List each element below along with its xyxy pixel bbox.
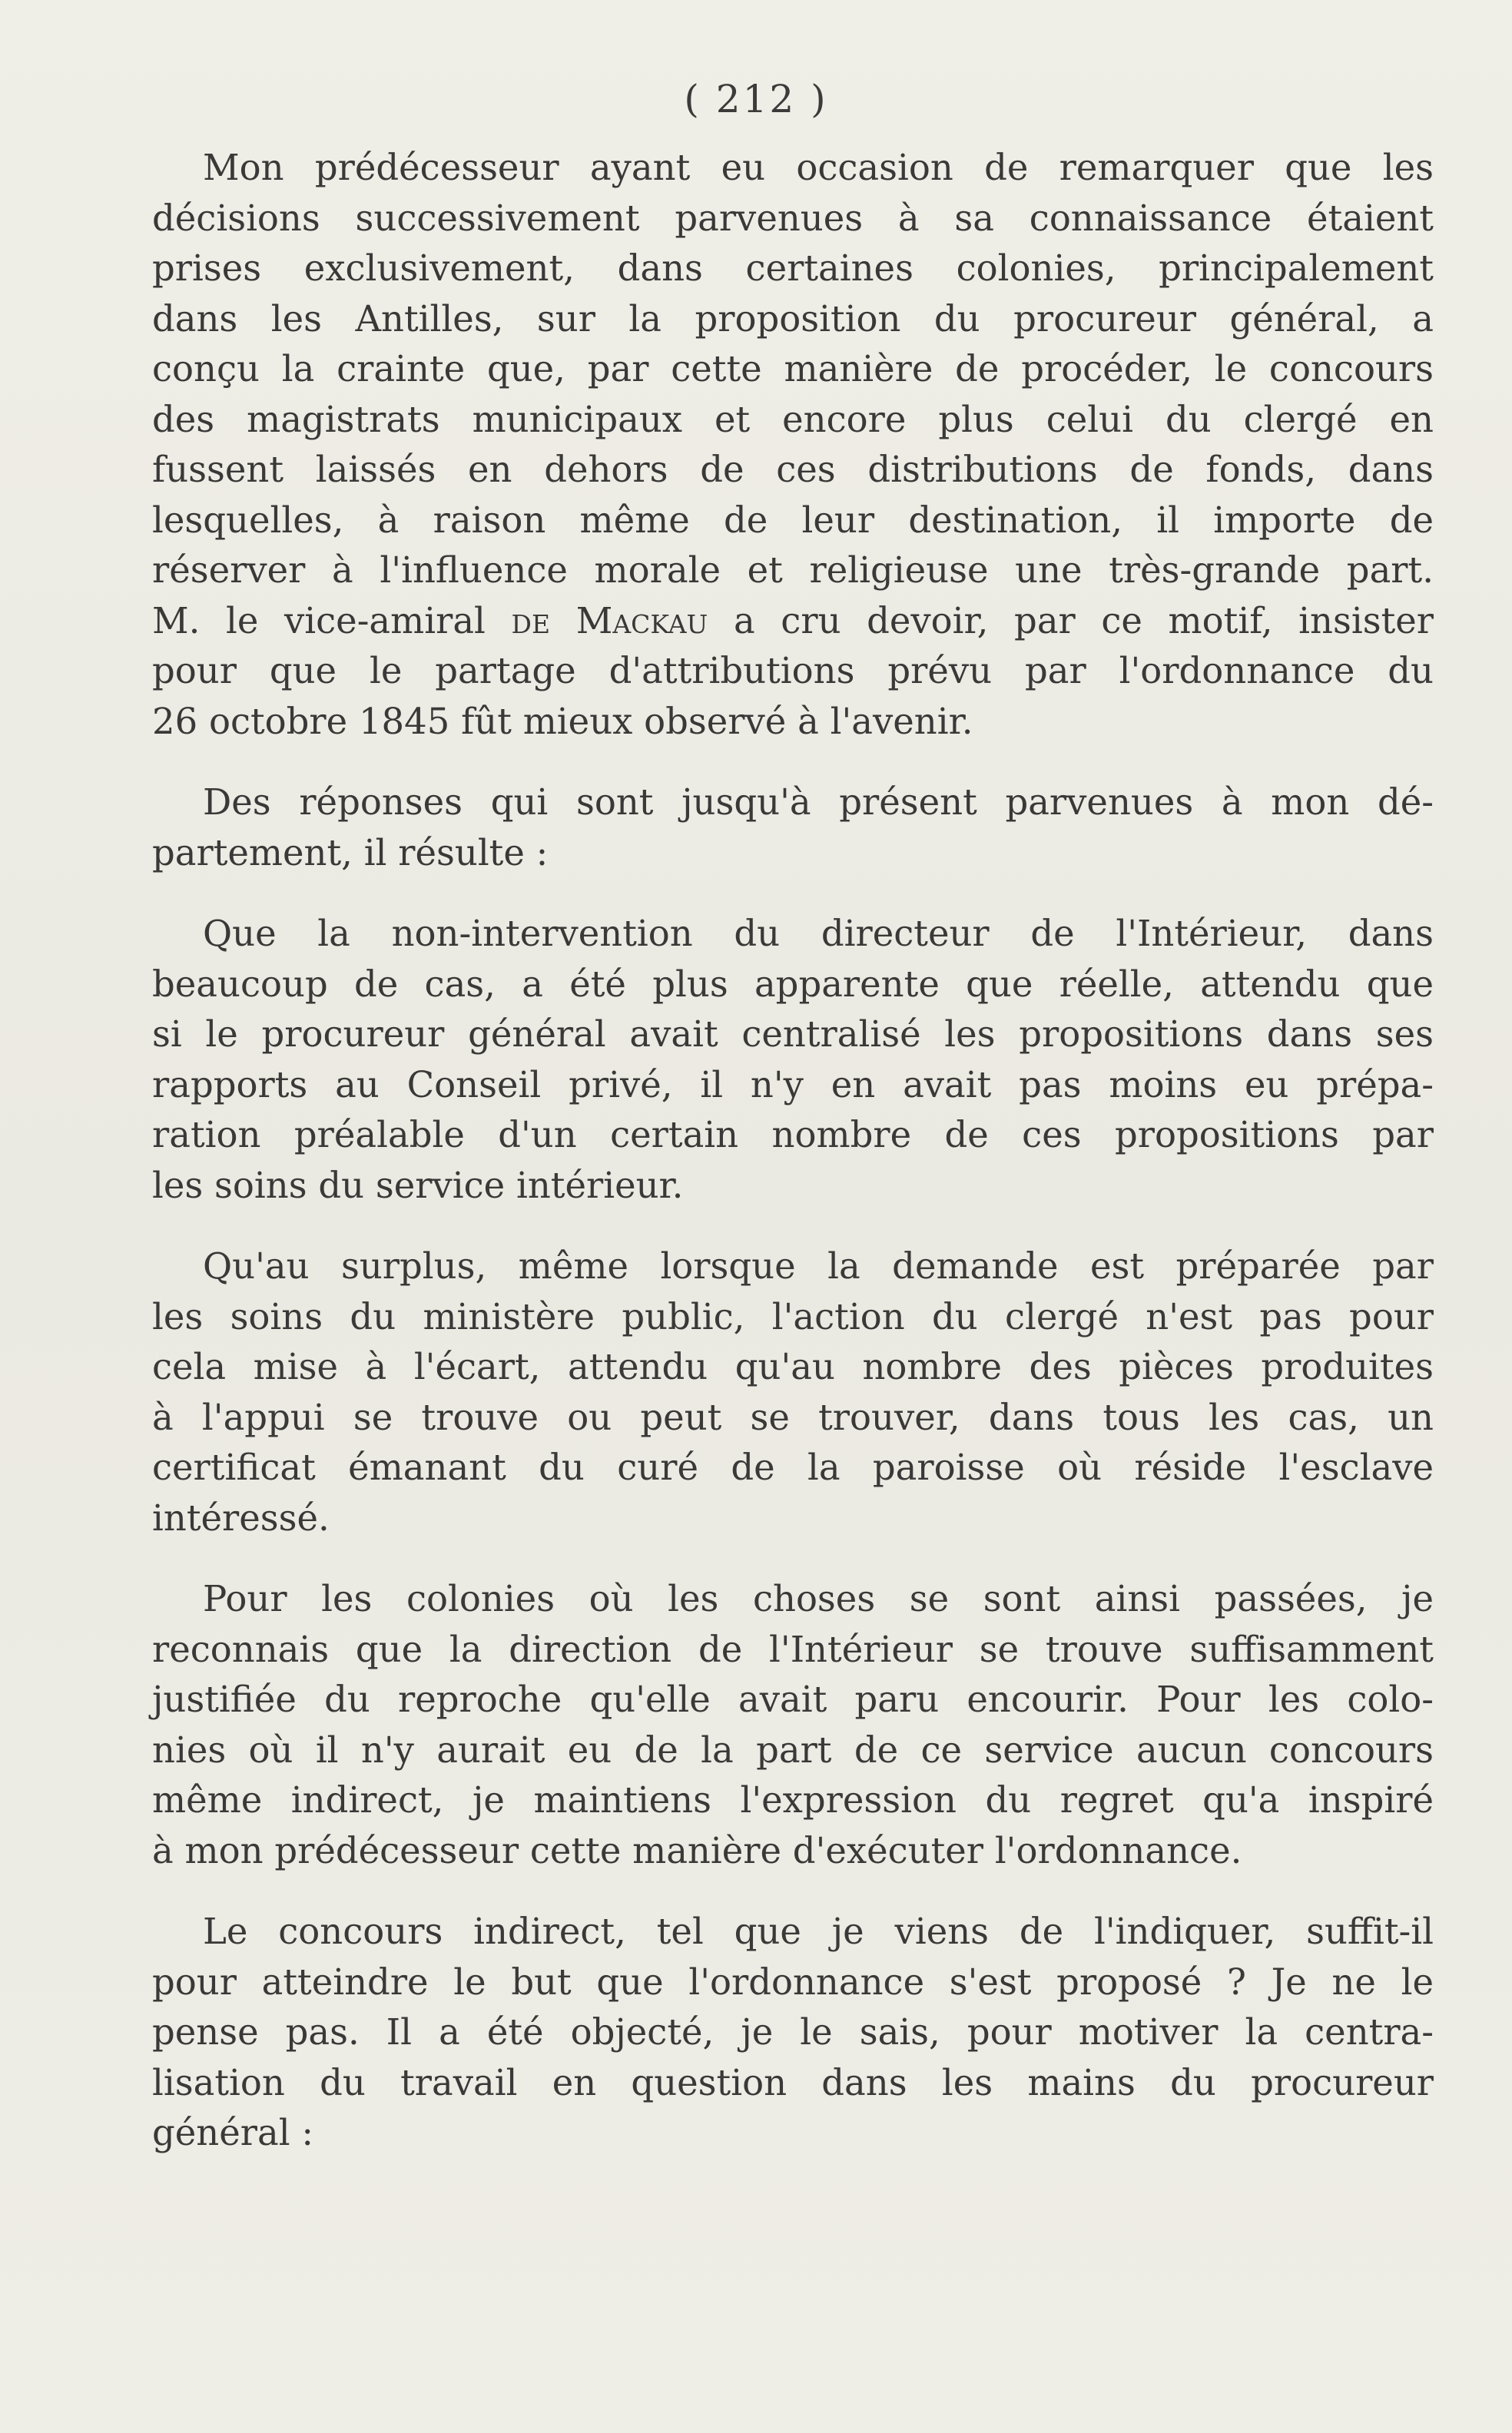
text-line: justifiée du reproche qu'elle avait paru encourir. Pour les colo- <box>152 1679 1434 1720</box>
text-line: partement, il résulte : <box>152 831 549 873</box>
text-line: pour atteindre le but que l'ordonnance s'est proposé ? Je ne le <box>152 1961 1434 2003</box>
text-line: beaucoup de cas, a été plus apparente que réelle, attendu que <box>152 963 1434 1005</box>
text-line: conçu la crainte que, par cette manière de procéder, le concours <box>152 348 1434 389</box>
paragraph <box>152 143 1434 747</box>
text-line: cela mise à l'écart, attendu qu'au nombre des pièces produites <box>152 1346 1434 1387</box>
text-line: les soins du service intérieur. <box>152 1164 684 1206</box>
text-line: prises exclusivement, dans certaines colonies, principalement <box>152 247 1434 289</box>
text-run: M. le vice-amiral <box>152 599 512 641</box>
text-line <box>152 596 1434 647</box>
text-line: Mon prédécesseur ayant eu occasion de remarquer que les <box>203 147 1434 188</box>
text-line: Le concours indirect, tel que je viens de l'indiquer, suffit-il <box>203 1911 1434 1952</box>
text-line: à mon prédécesseur cette manière d'exécuter l'ordonnance. <box>152 1829 1242 1871</box>
person-name: de Mackau <box>511 599 708 641</box>
text-line: décisions successivement parvenues à sa connaissance étaient <box>152 197 1434 239</box>
text-line: fussent laissés en dehors de ces distributions de fonds, dans <box>152 449 1434 490</box>
text-line: rapports au Conseil privé, il n'y en avait pas moins eu prépa- <box>152 1063 1434 1105</box>
text-line: réserver à l'influence morale et religieuse une très-grande part. <box>152 549 1434 591</box>
text-run: a cru devoir, par ce motif, insister <box>708 599 1434 641</box>
text-line: pense pas. Il a été objecté, je le sais, pour motiver la centra- <box>152 2011 1434 2053</box>
text-line: ration préalable d'un certain nombre de ces propositions par <box>152 1114 1434 1155</box>
text-line: lisation du travail en question dans les mains du procureur <box>152 2061 1434 2103</box>
text-line: à l'appui se trouve ou peut se trouver, dans tous les cas, un <box>152 1396 1434 1438</box>
text-line: Que la non-intervention du directeur de l'Intérieur, dans <box>203 913 1434 954</box>
text-line: dans les Antilles, sur la proposition du procureur général, a <box>152 297 1434 340</box>
text-line: certificat émanant du curé de la paroisse où réside l'esclave <box>152 1447 1434 1488</box>
paragraph <box>152 1907 1434 2159</box>
text-line: Pour les colonies où les choses se sont ainsi passées, je <box>203 1578 1434 1619</box>
text-line: lesquelles, à raison même de leur destination, il importe de <box>152 499 1434 541</box>
paragraph <box>152 1241 1434 1543</box>
text-line: Qu'au surplus, même lorsque la demande est préparée par <box>203 1245 1434 1287</box>
text-line: même indirect, je maintiens l'expression du regret qu'a inspiré <box>152 1779 1434 1821</box>
text-line: les soins du ministère public, l'action du clergé n'est pas pour <box>152 1295 1434 1337</box>
text-line: pour que le partage d'attributions prévu par l'ordonnance du <box>152 650 1434 691</box>
text-line: Des réponses qui sont jusqu'à présent parvenues à mon dé- <box>203 781 1434 823</box>
text-line: nies où il n'y aurait eu de la part de ce service aucun concours <box>152 1729 1434 1771</box>
text-line: 26 octobre 1845 fût mieux observé à l'avenir. <box>152 700 973 742</box>
text-line: si le procureur général avait centralisé les propositions dans ses <box>152 1013 1434 1055</box>
text-line: général : <box>152 2112 314 2153</box>
paragraph <box>152 909 1434 1211</box>
paragraph <box>152 1574 1434 1876</box>
text-line: reconnais que la direction de l'Intérieur se trouve suffisamment <box>152 1628 1434 1670</box>
paragraph <box>152 777 1434 878</box>
page-number: ( 212 ) <box>684 77 828 121</box>
text-line: des magistrats municipaux et encore plus celui du clergé en <box>152 398 1434 440</box>
text-line: intéressé. <box>152 1497 330 1539</box>
body-text <box>152 143 1434 2189</box>
